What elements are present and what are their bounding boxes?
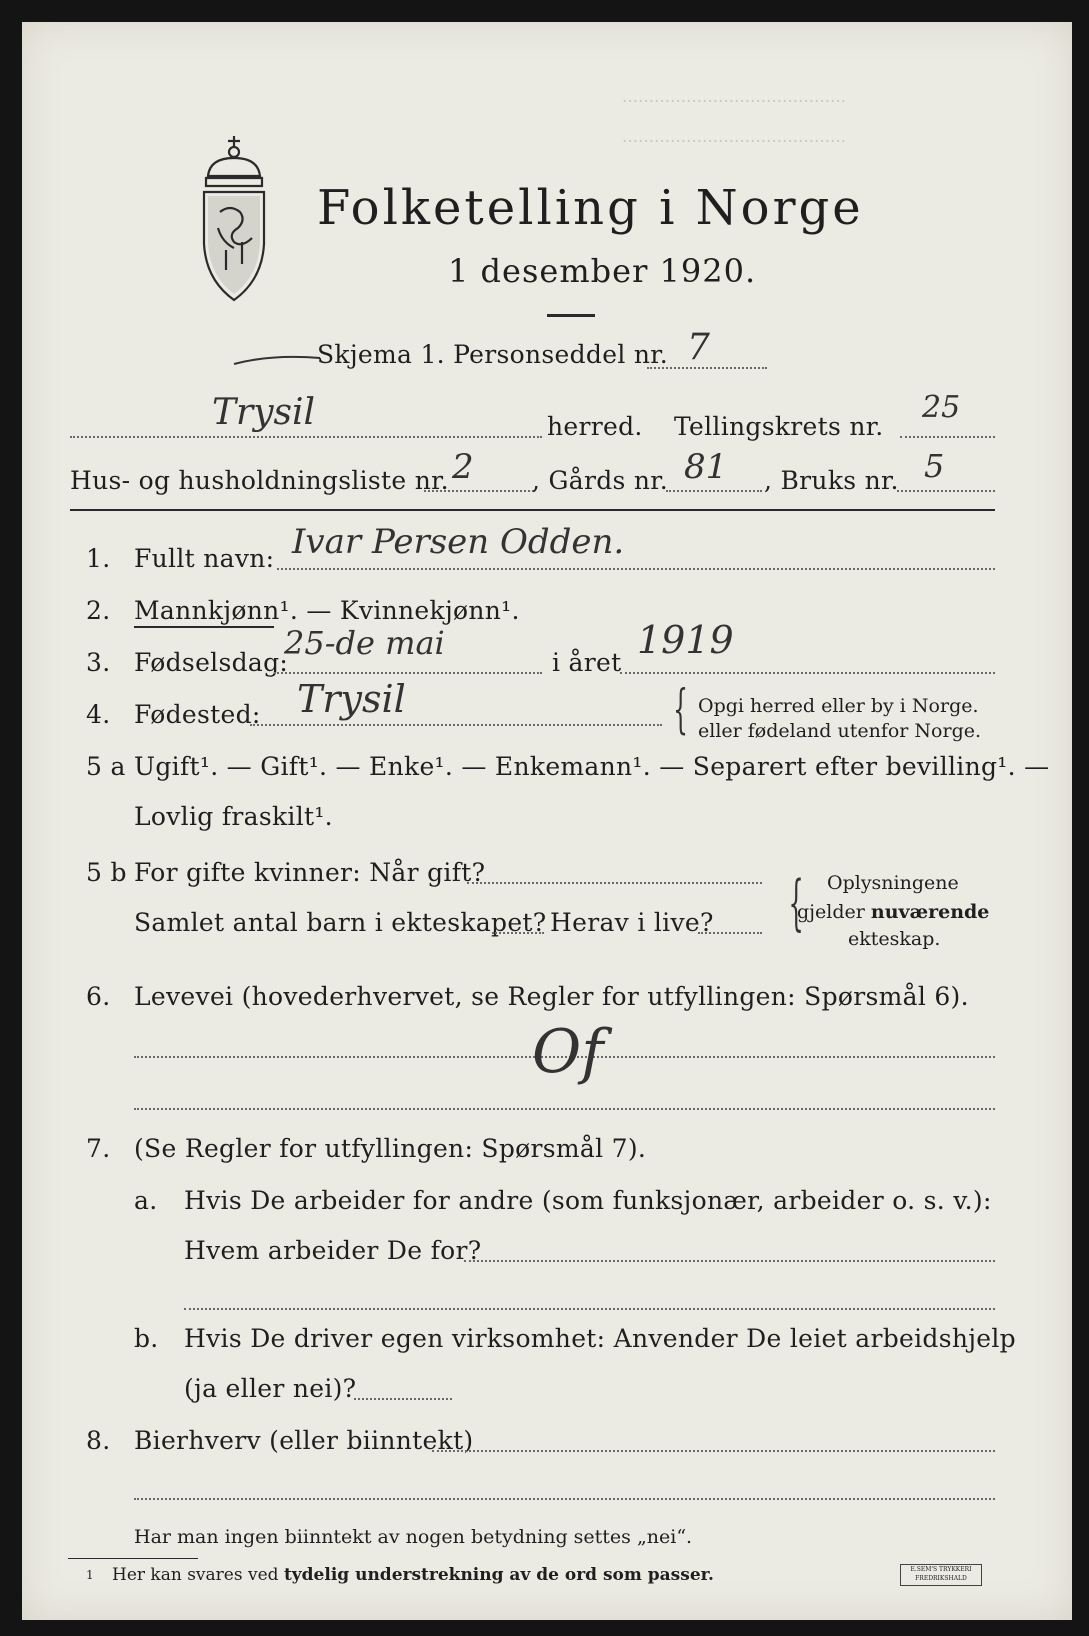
q2-label: Mannkjønn¹. — Kvinnekjønn¹. [134,596,520,625]
footnote-text: Her kan svares ved tydelig understrekning av de ord som passer. [112,1565,714,1585]
husholdningsliste-label: Hus- og husholdningsliste nr. [70,466,449,495]
q8-label: Bierhverv (eller biinntekt) [134,1426,474,1455]
footnote-mark: 1 [86,1568,94,1582]
header-rule [70,509,995,511]
q2-number: 2. [86,596,111,625]
q7a-number: a. [134,1186,158,1215]
q5b-note-3: ekteskap. [848,928,941,950]
q5b-note-2: gjelder nuværende [797,901,990,923]
q5a-number: 5 a [86,752,126,781]
q7a-line-2: Hvem arbeider De for? [184,1236,482,1265]
bruks-label: , Bruks nr. [764,466,899,495]
census-form: Folketelling i Norge 1 desember 1920. …………………………………… …………………………………… Skjema 1. Personseddel nr. 7 Trysil herred. Tellingskrets nr. 25 Hus- og husholdningsliste nr. 2 , Gårds nr. 81 , Bruks nr. 5 1. Fullt navn: Ivar Persen Odden. 2. Mannkjønn¹. — Kvinnekjønn¹. 3. Fødselsdag: 25-de mai i året 1919 4. Fødested: Trysil { Opgi herred eller by i Norge. eller fødeland utenfor Norge. 5 a Ugift¹. — Gift¹. — Enke¹. — Enkemann¹. — Separert efter bevilling¹. — Lovlig fraskilt¹. 5 b For gifte kvinner: Når gift? Samlet antal barn i ekteskapet? Herav i live? { Oplysningene gjelder nuværende ekteskap. 6. Levevei (hovederhvervet, se Regler for utfyllingen: Spørsmål 6). Of 7. (Se Regler for utfyllingen: Spørsmål 7). a. Hvis De arbeider for andre (som funksjonær, arbeider o. s. v.): Hvem arbeider De for? b. Hvis De driver egen virksomhet: Anvender De leiet arbeidshjelp (ja eller nei)? 8. Bierhverv (eller biinntekt) Har man ingen biinntekt av nogen betydning settes „nei“. 1 Her kan svares ved tydelig understrekning av de ord som passer. E.SEM'S TRYKKERI FREDRIKSHALD [22,22,1072,1620]
q5a-line-1: Ugift¹. — Gift¹. — Enke¹. — Enkemann¹. — Separert efter bevilling¹. — [134,752,1050,781]
q7b-number: b. [134,1324,159,1353]
birth-year-value[interactable]: 1919 [637,618,734,662]
form-title: Folketelling i Norge [317,180,864,236]
printer-mark: E.SEM'S TRYKKERI FREDRIKSHALD [900,1564,982,1586]
q6-number: 6. [86,982,111,1011]
herav-label: Herav i live? [550,908,714,937]
tellingskrets-value[interactable]: 25 [922,390,961,425]
q4-number: 4. [86,700,111,729]
footnote-rule [68,1558,198,1559]
q3-label: Fødselsdag: [134,648,289,677]
coat-of-arms-icon [190,132,278,312]
q7b-line-2: (ja eller nei)? [184,1374,357,1403]
birthday-value[interactable]: 25-de mai [284,624,445,662]
herred-value[interactable]: Trysil [212,392,316,433]
q8-number: 8. [86,1426,111,1455]
gards-value[interactable]: 81 [684,447,728,487]
personseddel-number[interactable]: 7 [687,327,710,368]
q5b-line-1: For gifte kvinner: Når gift? [134,858,486,887]
q3-number: 3. [86,648,111,677]
nei-note: Har man ingen biinntekt av nogen betydning settes „nei“. [134,1526,693,1548]
q2-underline [134,626,274,628]
q5b-number: 5 b [86,858,127,887]
q6-label: Levevei (hovederhvervet, se Regler for utfyllingen: Spørsmål 6). [134,982,969,1011]
q5b-line-2: Samlet antal barn i ekteskapet? [134,908,547,937]
husholdningsliste-value[interactable]: 2 [452,447,474,487]
q5b-note-1: Oplysningene [827,872,959,894]
year-label: i året [552,648,622,677]
q7a-line-1: Hvis De arbeider for andre (som funksjonær, arbeider o. s. v.): [184,1186,992,1215]
q1-label: Fullt navn: [134,544,275,573]
q7b-line-1: Hvis De driver egen virksomhet: Anvender De leiet arbeidshjelp [184,1324,1016,1353]
census-date: 1 desember 1920. [448,252,757,290]
occupation-value[interactable]: Of [532,1017,604,1087]
q7-label: (Se Regler for utfyllingen: Spørsmål 7). [134,1134,647,1163]
tellingskrets-label: Tellingskrets nr. [674,412,884,441]
gards-label: , Gårds nr. [532,466,669,495]
herred-label: herred. [547,412,643,441]
q7-number: 7. [86,1134,111,1163]
full-name-value[interactable]: Ivar Persen Odden. [292,522,625,562]
skjema-label: Skjema 1. Personseddel nr. [317,340,669,369]
bruks-value[interactable]: 5 [924,447,945,485]
birthplace-value[interactable]: Trysil [297,677,406,721]
q4-note-1: Opgi herred eller by i Norge. [698,695,979,717]
q4-label: Fødested: [134,700,261,729]
pen-stroke [232,350,322,370]
q1-number: 1. [86,544,111,573]
q5a-line-2: Lovlig fraskilt¹. [134,802,333,831]
q4-note-2: eller fødeland utenfor Norge. [698,720,982,742]
title-divider [547,314,595,317]
